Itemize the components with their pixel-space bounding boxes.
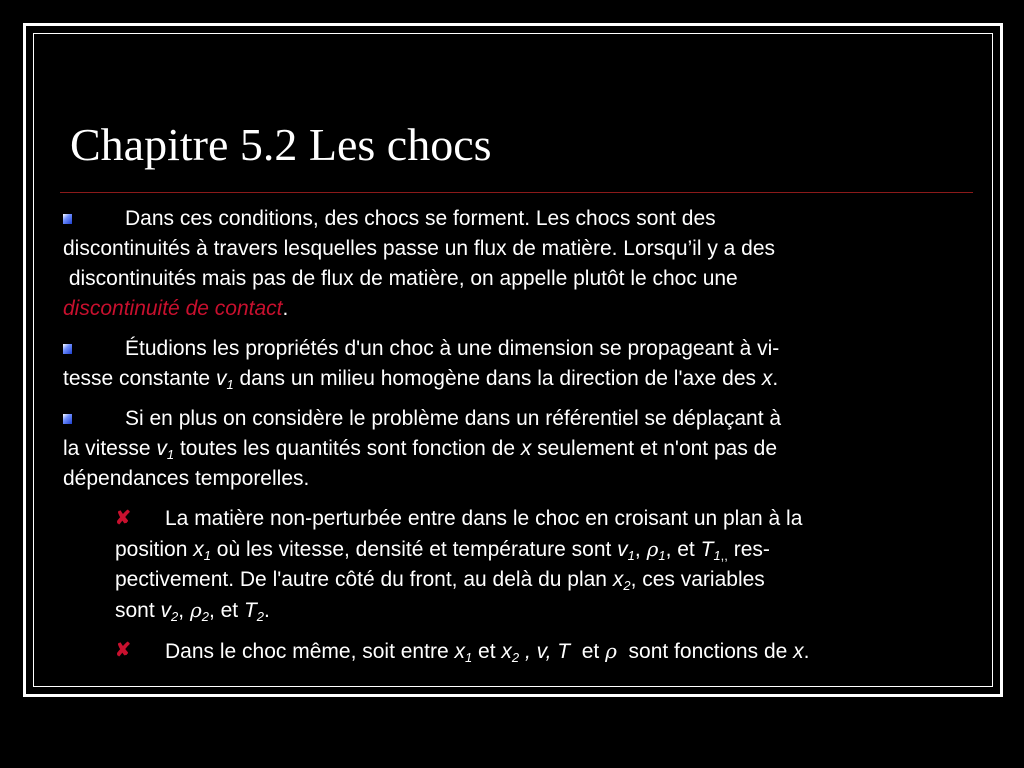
bullet-3-text: seulement et n'ont pas de xyxy=(531,437,778,460)
subscript: 2 xyxy=(256,609,265,624)
subscript: 1 xyxy=(658,548,666,563)
sub-bullet-2-text: Dans le choc même, soit entre xyxy=(165,640,455,663)
sub-bullet-1-text: . xyxy=(264,599,270,622)
sub-bullet-item-2 xyxy=(115,636,953,667)
bullet-2-text: dans un milieu homogène dans la direction de l'axe des xyxy=(233,367,762,390)
sub-bullet-1-text: , ces variables xyxy=(630,568,765,591)
separator: , et xyxy=(208,599,244,622)
sub-bullet-1-text: où les vitesse, densité et température sont xyxy=(210,538,618,561)
cross-bullet-icon: ✘ xyxy=(115,640,131,661)
subscript: 2 xyxy=(201,609,209,624)
separator: , xyxy=(634,538,647,561)
variable-v: v xyxy=(156,437,167,460)
sub-bullet-1-line-1: La matière non-perturbée entre dans le choc en croisant un plan à la xyxy=(165,507,803,530)
slide-content xyxy=(63,204,953,677)
square-bullet-icon xyxy=(63,414,72,424)
slide-title: Chapitre 5.2 Les chocs xyxy=(70,119,492,170)
variable-x: x xyxy=(761,367,773,390)
bullet-3-line-3: dépendances temporelles. xyxy=(63,467,310,490)
bullet-item-2 xyxy=(63,334,953,394)
variable-x: x xyxy=(520,437,532,460)
sub-bullet-item-1: ✘ La matière non-perturbée entre dans le choc en croisant un plan à la position $x_1$ où les vitesse, densité et température sont $v_1$, $\rho_1$, et $T_{1,,}$ res- pectivement. De l'autre côté du front, au delà du plan $x_2$, ces variables sont $v_2$, $\rho_2$, et $T_2$. xyxy=(115,504,953,626)
variable-rho: ρ xyxy=(605,639,617,663)
subscript: 2 xyxy=(171,609,179,624)
variable-t: T xyxy=(243,599,257,622)
variable-v: v xyxy=(215,367,227,390)
square-bullet-icon xyxy=(63,214,72,224)
subscript: 1 xyxy=(713,548,721,563)
separator: et xyxy=(575,640,606,663)
variable-x: x xyxy=(793,640,804,663)
sub-bullet-1-text: pectivement. De l'autre côté du front, au delà du plan xyxy=(115,568,613,591)
separator: , xyxy=(178,599,190,622)
variable-x: x xyxy=(501,640,512,663)
variable-v: v xyxy=(160,599,172,622)
separator: , et xyxy=(665,538,701,561)
separator: et xyxy=(472,640,502,663)
variable-x: x xyxy=(454,640,465,663)
title-divider xyxy=(60,192,973,193)
variable-rho: ρ xyxy=(189,598,202,622)
variable-x: x xyxy=(193,538,204,561)
subscript: 1 xyxy=(203,548,211,563)
subscript: 1 xyxy=(464,650,473,665)
subscript: 2 xyxy=(511,650,520,665)
bullet-1-line-3: discontinuités mais pas de flux de matière, on appelle plutôt le choc une xyxy=(63,267,738,290)
bullet-2-text: . xyxy=(772,367,779,390)
bullet-item-1 xyxy=(63,204,953,324)
cross-bullet-icon: ✘ xyxy=(115,508,131,529)
sub-bullet-1-text: position xyxy=(115,538,194,561)
sub-bullet-1-text: sont xyxy=(115,599,161,622)
bullet-1-line-2: discontinuités à travers lesquelles passe un flux de matière. Lorsqu’il y a des xyxy=(63,237,776,260)
square-bullet-icon xyxy=(63,344,72,354)
bullet-1-line-1: Dans ces conditions, des chocs se forment. Les chocs sont des xyxy=(125,207,716,230)
variable-v: v xyxy=(617,538,628,561)
variable-x: x xyxy=(612,568,624,591)
bullet-3-text: toutes les quantités sont fonction de xyxy=(174,437,521,460)
subscript: 1 xyxy=(226,377,234,392)
subscript: 2 xyxy=(623,578,631,593)
bullet-2-text: tesse constante xyxy=(63,367,216,390)
variables-v-t: , v, T xyxy=(519,640,576,663)
sub-bullet-2-text: . xyxy=(803,640,810,663)
subscript: 1 xyxy=(166,447,175,462)
bullet-3-text: la vitesse xyxy=(63,437,157,460)
bullet-2-line-1: Étudions les propriétés d'un choc à une dimension se propageant à vi- xyxy=(125,337,780,360)
sub-bullet-2-text: sont fonctions de xyxy=(616,640,794,663)
variable-t: T xyxy=(700,538,714,561)
bullet-3-line-1: Si en plus on considère le problème dans un référentiel se déplaçant à xyxy=(125,407,782,430)
sub-bullet-1-text: res- xyxy=(733,538,770,561)
bullet-item-3 xyxy=(63,404,953,494)
emphasis-tail: . xyxy=(282,297,289,320)
subscript: 1 xyxy=(627,548,635,563)
emphasis-term: discontinuité de contact xyxy=(63,297,283,320)
variable-rho: ρ xyxy=(646,537,659,561)
